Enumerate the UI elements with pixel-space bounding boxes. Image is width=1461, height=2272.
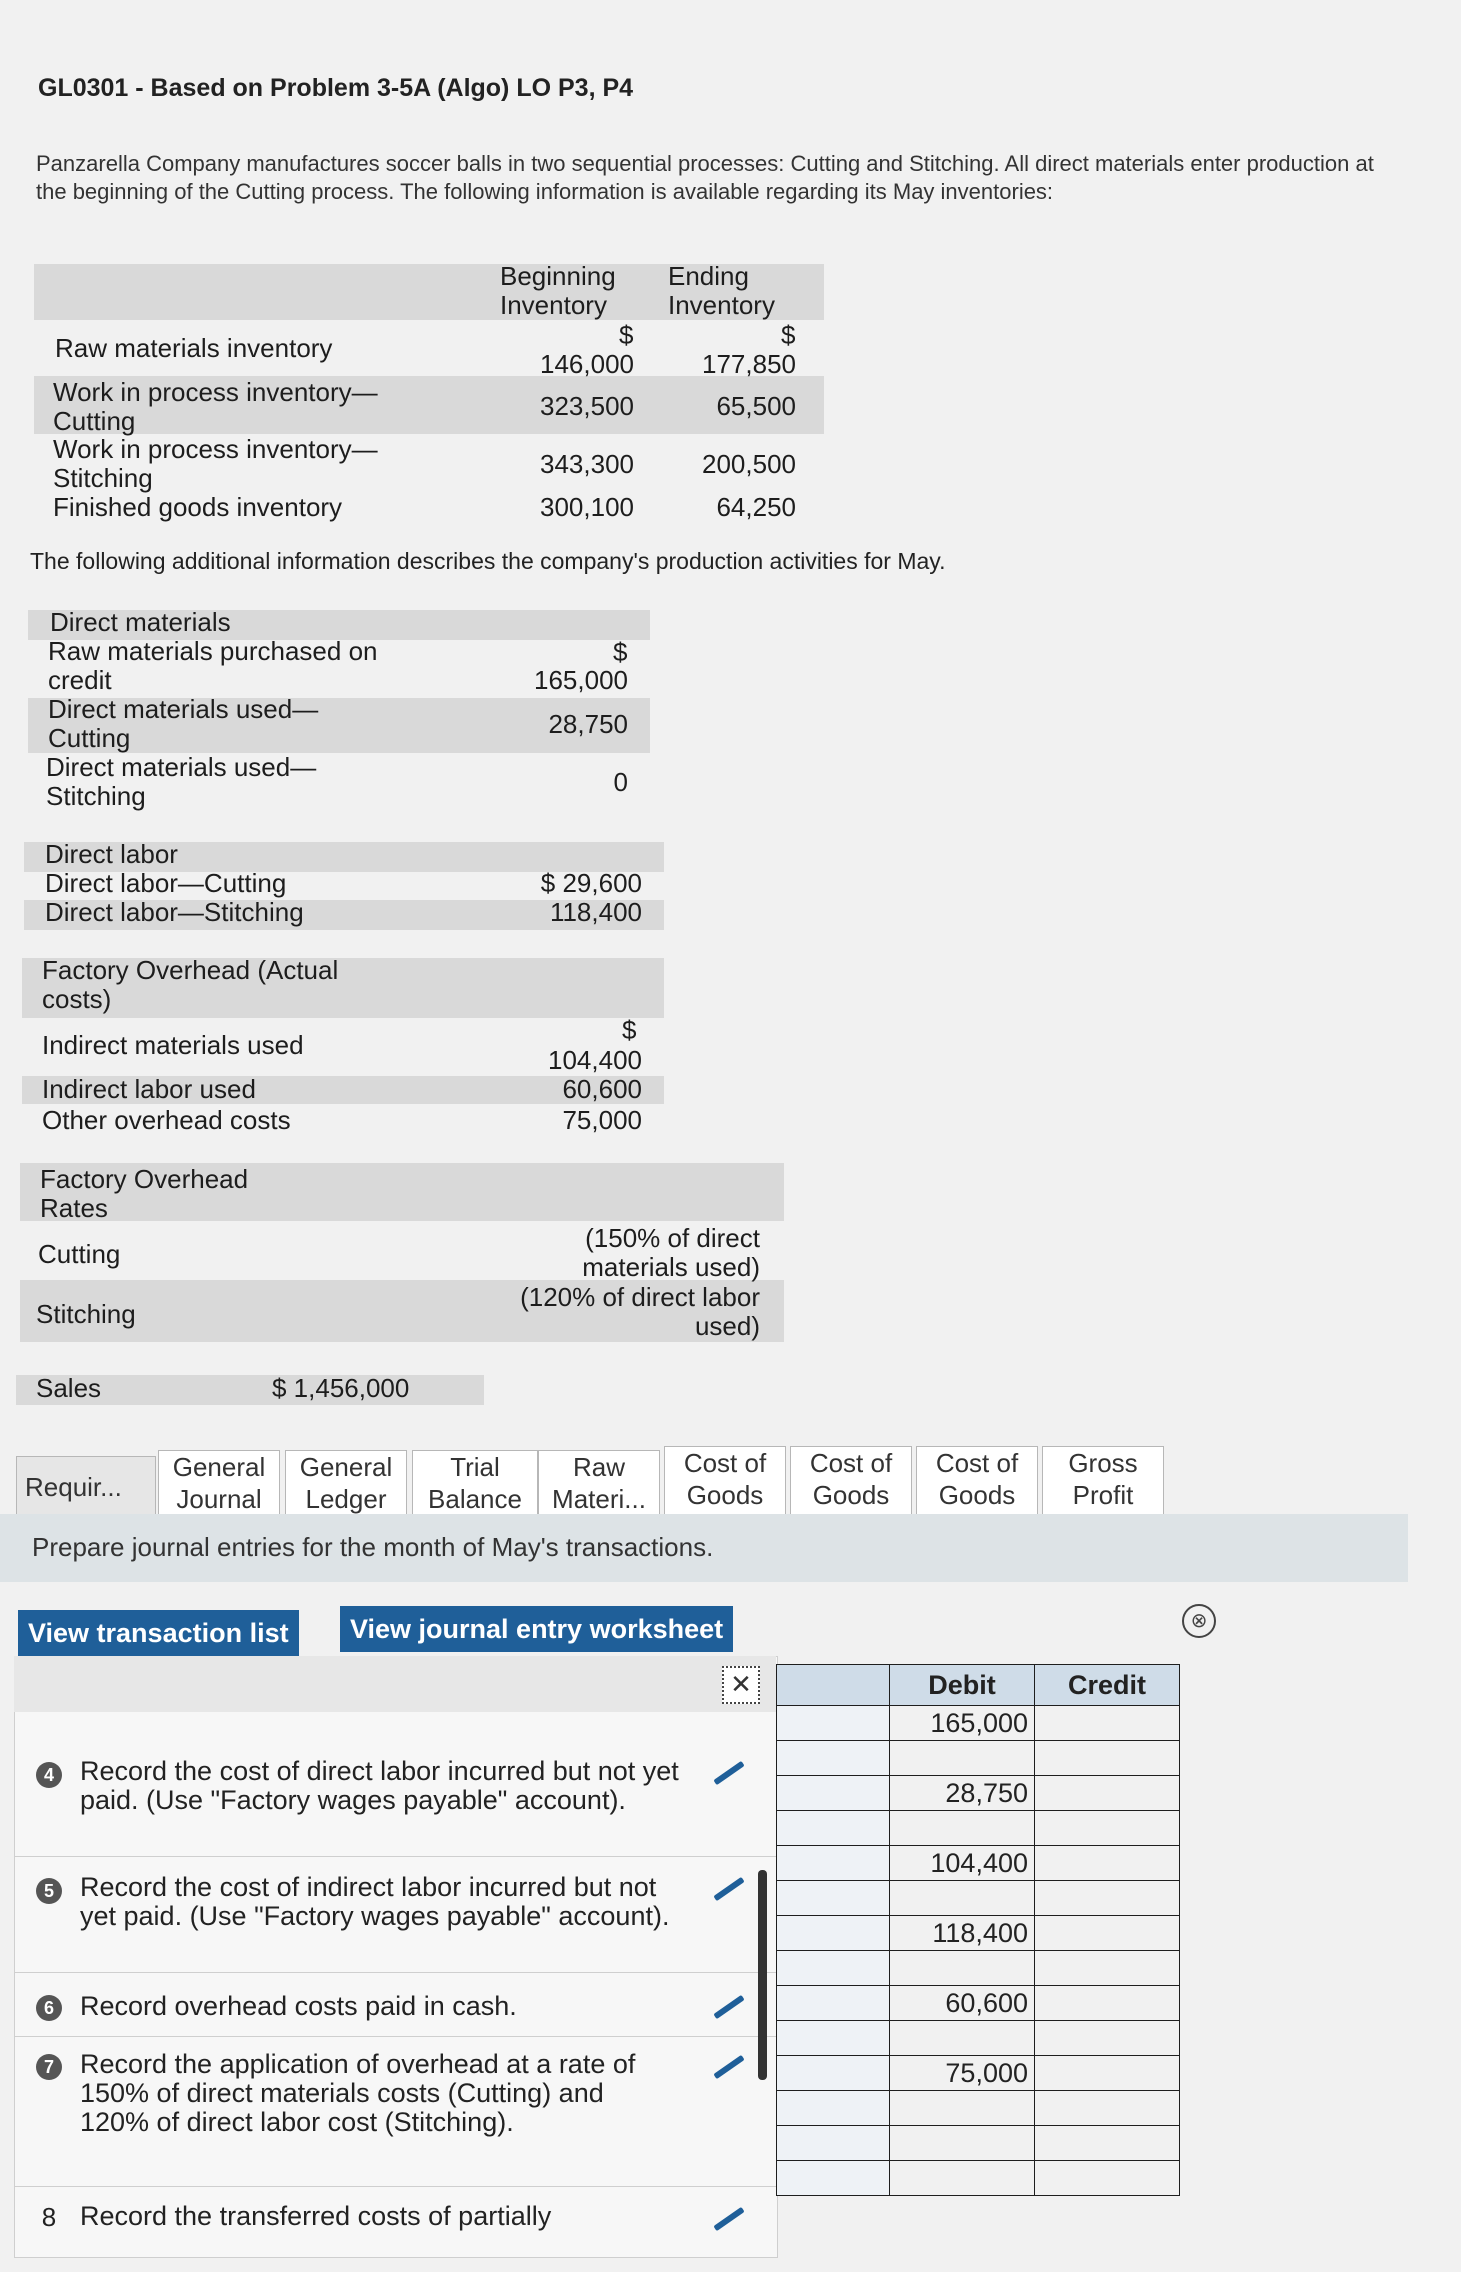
additional-info: The following additional information describes the company's production activities for May. <box>30 548 946 574</box>
fo-row-label: Indirect materials used <box>42 1030 304 1060</box>
or-row-value: (120% of direct labor used) <box>520 1282 760 1341</box>
sales-label: Sales <box>36 1373 102 1403</box>
fo-header: Factory Overhead (Actual costs) <box>42 955 339 1014</box>
credit-cell[interactable] <box>1035 2161 1180 2196</box>
scrollbar[interactable] <box>758 1870 767 2080</box>
account-cell[interactable] <box>777 1846 890 1881</box>
or-row-label: Stitching <box>36 1299 136 1329</box>
dl-row-value: 118,400 <box>549 897 642 927</box>
tab-cost-of-goods-1[interactable]: Cost of Goods <box>664 1446 786 1520</box>
close-list-icon[interactable]: ✕ <box>722 1666 760 1704</box>
credit-cell[interactable] <box>1035 2021 1180 2056</box>
tab-cost-of-goods-2[interactable]: Cost of Goods <box>790 1446 912 1520</box>
credit-header: Credit <box>1035 1665 1180 1706</box>
account-cell[interactable] <box>777 2126 890 2161</box>
account-cell[interactable] <box>777 1811 890 1846</box>
credit-cell[interactable] <box>1035 1951 1180 1986</box>
debit-cell[interactable]: 75,000 <box>890 2056 1035 2091</box>
table-row <box>777 2126 1180 2161</box>
account-cell[interactable] <box>777 2091 890 2126</box>
debit-cell[interactable]: 60,600 <box>890 1986 1035 2021</box>
debit-cell[interactable] <box>890 2161 1035 2196</box>
account-cell[interactable] <box>777 1986 890 2021</box>
divider <box>14 1972 776 1973</box>
tab-raw-materials[interactable]: Raw Materi... <box>538 1450 660 1520</box>
dl-row-label: Direct labor—Stitching <box>45 897 304 927</box>
transaction-number: 6 <box>36 1995 62 2021</box>
account-cell[interactable] <box>777 1741 890 1776</box>
table-row <box>777 1881 1180 1916</box>
credit-cell[interactable] <box>1035 1741 1180 1776</box>
inv-row-label: Finished goods inventory <box>53 492 343 522</box>
or-header: Factory Overhead Rates <box>40 1164 249 1223</box>
credit-cell[interactable] <box>1035 1846 1180 1881</box>
transaction-text: Record the cost of indirect labor incurred but not yet paid. (Use "Factory wages payable" account). <box>80 1872 670 1931</box>
problem-title: GL0301 - Based on Problem 3-5A (Algo) LO P3, P4 <box>38 74 634 102</box>
table-row <box>777 1986 1180 2021</box>
dm-row-label: Direct materials used— Stitching <box>46 752 317 811</box>
credit-cell[interactable] <box>1035 1986 1180 2021</box>
close-icon[interactable]: ⊗ <box>1182 1604 1216 1638</box>
dl-row-label: Direct labor—Cutting <box>45 868 287 898</box>
debit-cell[interactable] <box>890 2126 1035 2161</box>
debit-cell[interactable]: 28,750 <box>890 1776 1035 1811</box>
dollar-sign: $ <box>613 637 628 667</box>
table-row <box>777 2161 1180 2196</box>
inv-row-ending: 177,850 <box>702 349 796 379</box>
table-row <box>777 2056 1180 2091</box>
dm-row-value: 0 <box>613 767 628 797</box>
fo-row-label: Other overhead costs <box>42 1105 291 1135</box>
tab-general-ledger[interactable]: General Ledger <box>285 1450 407 1520</box>
or-row-value: (150% of direct materials used) <box>582 1223 760 1282</box>
col-ending: Ending Inventory <box>668 261 775 320</box>
table-row <box>777 1776 1180 1811</box>
account-cell[interactable] <box>777 1881 890 1916</box>
dm-row-label: Direct materials used— Cutting <box>48 694 319 753</box>
debit-cell[interactable] <box>890 1811 1035 1846</box>
debit-cell[interactable] <box>890 2091 1035 2126</box>
dollar-sign: $ <box>781 320 796 350</box>
transaction-text: Record the cost of direct labor incurred but not yet paid. (Use "Factory wages payable" account). <box>80 1756 679 1815</box>
journal-entry-table <box>776 1664 1180 2196</box>
table-row <box>777 1916 1180 1951</box>
table-row <box>777 1811 1180 1846</box>
debit-header: Debit <box>890 1665 1035 1706</box>
dl-header: Direct labor <box>45 839 178 869</box>
table-row <box>777 1741 1180 1776</box>
credit-cell[interactable] <box>1035 2126 1180 2161</box>
or-row-label: Cutting <box>38 1239 121 1269</box>
tab-general-journal[interactable]: General Journal <box>158 1450 280 1520</box>
account-cell[interactable] <box>777 2161 890 2196</box>
view-transaction-list-button[interactable]: View transaction list <box>18 1610 299 1656</box>
debit-cell[interactable] <box>890 1881 1035 1916</box>
divider <box>14 2036 776 2037</box>
dl-row-value: $ 29,600 <box>540 868 642 898</box>
transaction-text: Record the transferred costs of partially <box>80 2201 552 2231</box>
table-row <box>777 1706 1180 1741</box>
inv-row-ending: 64,250 <box>716 492 796 522</box>
debit-cell[interactable]: 104,400 <box>890 1846 1035 1881</box>
credit-cell[interactable] <box>1035 1706 1180 1741</box>
dm-row-value: 165,000 <box>534 665 628 695</box>
credit-cell[interactable] <box>1035 1881 1180 1916</box>
account-cell[interactable] <box>777 1706 890 1741</box>
sales-value: $ 1,456,000 <box>272 1373 410 1403</box>
dm-row-label: Raw materials purchased on credit <box>48 636 378 695</box>
inv-row-beginning: 300,100 <box>540 492 634 522</box>
transaction-text: Record overhead costs paid in cash. <box>80 1991 517 2021</box>
instruction-text: Prepare journal entries for the month of May's transactions. <box>32 1532 714 1562</box>
credit-cell[interactable] <box>1035 1776 1180 1811</box>
instruction-bar <box>0 1514 1408 1582</box>
transaction-number: 4 <box>36 1762 62 1788</box>
inv-row-label: Raw materials inventory <box>55 333 333 363</box>
table-row <box>777 1951 1180 1986</box>
inv-row-ending: 200,500 <box>702 449 796 479</box>
fo-row-value: 60,600 <box>562 1074 642 1104</box>
inv-row-beginning: 146,000 <box>540 349 634 379</box>
view-journal-worksheet-button[interactable]: View journal entry worksheet <box>340 1606 733 1652</box>
debit-cell[interactable] <box>890 1951 1035 1986</box>
inv-row-label: Work in process inventory— Stitching <box>53 434 378 493</box>
account-cell[interactable] <box>777 1916 890 1951</box>
col-beginning: Beginning Inventory <box>500 261 616 320</box>
account-cell[interactable] <box>777 1951 890 1986</box>
debit-cell[interactable]: 165,000 <box>890 1706 1035 1741</box>
inv-row-label: Work in process inventory— Cutting <box>53 377 378 436</box>
account-cell[interactable] <box>777 1776 890 1811</box>
transaction-number: 8 <box>41 2202 57 2232</box>
inv-row-beginning: 343,300 <box>540 449 634 479</box>
credit-cell[interactable] <box>1035 1916 1180 1951</box>
debit-cell[interactable]: 118,400 <box>890 1916 1035 1951</box>
table-row <box>777 2021 1180 2056</box>
fo-row-value: 104,400 <box>548 1045 642 1075</box>
table-row <box>777 1846 1180 1881</box>
credit-cell[interactable] <box>1035 2056 1180 2091</box>
table-row <box>777 2091 1180 2126</box>
credit-cell[interactable] <box>1035 2091 1180 2126</box>
divider <box>14 1856 776 1857</box>
inv-row-beginning: 323,500 <box>540 391 634 421</box>
tab-trial-balance[interactable]: Trial Balance <box>412 1450 538 1520</box>
tab-cost-of-goods-3[interactable]: Cost of Goods <box>916 1446 1038 1520</box>
tab-required[interactable]: Requir... <box>16 1456 156 1518</box>
transaction-text: Record the application of overhead at a rate of 150% of direct materials costs (Cutting) and 120% of direct labor cost (Stitching). <box>80 2049 636 2137</box>
account-cell[interactable] <box>777 2021 890 2056</box>
transaction-number: 7 <box>36 2054 62 2080</box>
debit-cell[interactable] <box>890 2021 1035 2056</box>
account-cell[interactable] <box>777 2056 890 2091</box>
divider <box>14 2186 776 2187</box>
dm-row-value: 28,750 <box>548 709 628 739</box>
transaction-number: 5 <box>36 1878 62 1904</box>
account-header <box>777 1665 890 1706</box>
tab-gross-profit[interactable]: Gross Profit <box>1042 1446 1164 1520</box>
dollar-sign: $ <box>622 1015 637 1045</box>
transaction-list-header <box>14 1656 776 1712</box>
credit-cell[interactable] <box>1035 1811 1180 1846</box>
dm-header: Direct materials <box>50 607 231 637</box>
inv-row-ending: 65,500 <box>716 391 796 421</box>
fo-row-label: Indirect labor used <box>42 1074 256 1104</box>
fo-row-value: 75,000 <box>562 1105 642 1135</box>
dollar-sign: $ <box>619 320 634 350</box>
transaction-list-panel <box>14 1656 778 2258</box>
debit-cell[interactable] <box>890 1741 1035 1776</box>
problem-intro: Panzarella Company manufactures soccer balls in two sequential processes: Cutting and Stitching. All direct materials enter production at the beginning of the Cutting process. The following information is available regarding its May inventories: <box>36 151 1374 204</box>
